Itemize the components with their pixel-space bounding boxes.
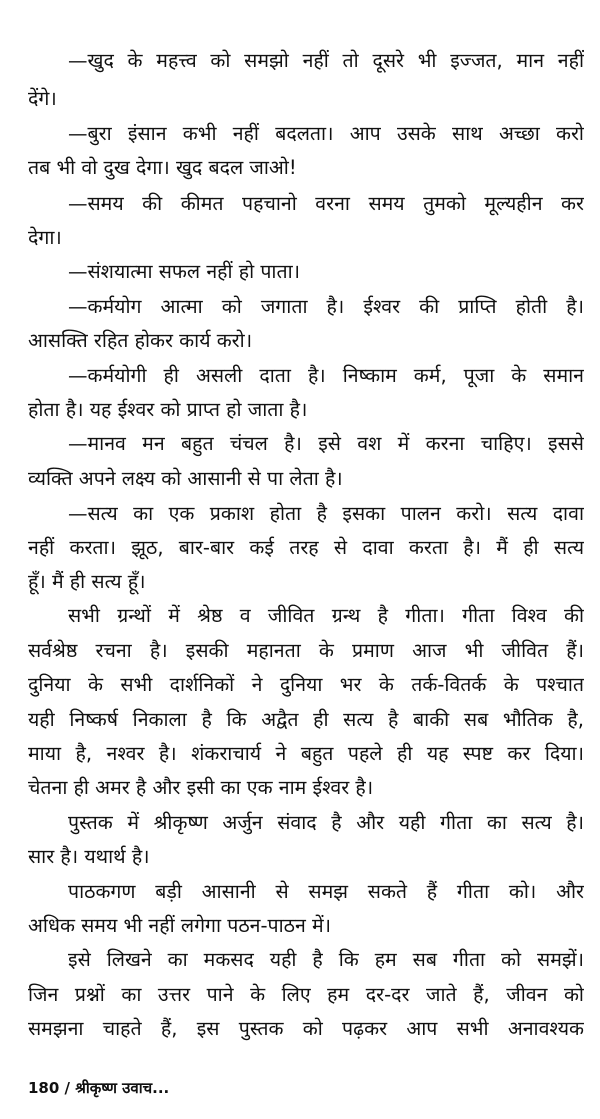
text-line: तब भी वो दुख देगा। खुद बदल जाओ! bbox=[28, 156, 297, 179]
text-line: —संशयात्मा सफल नहीं हो पाता। bbox=[68, 260, 301, 283]
text-line: सार है। यथार्थ है। bbox=[28, 845, 150, 868]
text-line: —मानव मन बहुत चंचल है। इसे वश में करना चाहिए। इससे bbox=[68, 432, 584, 455]
page-footer: 180 / श्रीकृष्ण उवाच... bbox=[28, 1079, 170, 1097]
text-line: होता है। यह ईश्वर को प्राप्त हो जाता है। bbox=[28, 398, 308, 421]
text-line: चेतना ही अमर है और इसी का एक नाम ईश्वर है। bbox=[28, 776, 374, 799]
text-line: —समय की कीमत पहचानो वरना समय तुमको मूल्यहीन कर bbox=[68, 192, 584, 215]
text-line: समझना चाहते हैं, इस पुस्तक को पढ़कर आप सभी अनावश्यक bbox=[28, 1017, 584, 1040]
text-line: जिन प्रश्नों का उत्तर पाने के लिए हम दर-दर जाते हैं, जीवन को bbox=[28, 983, 584, 1006]
text-line: व्यक्ति अपने लक्ष्य को आसानी से पा लेता है। bbox=[28, 467, 343, 490]
text-line: माया है, नश्वर है। शंकराचार्य ने बहुत पहले ही यह स्पष्ट कर दिया। bbox=[28, 742, 584, 765]
text-line: सभी ग्रन्थों में श्रेष्ठ व जीवित ग्रन्थ है गीता। गीता विश्व की bbox=[68, 604, 584, 627]
text-line: दुनिया के सभी दार्शनिकों ने दुनिया भर के तर्क-वितर्क के पश्चात bbox=[28, 673, 584, 696]
text-line: सर्वश्रेष्ठ रचना है। इसकी महानता के प्रमाण आज भी जीवित हैं। bbox=[28, 639, 584, 662]
text-line: अधिक समय भी नहीं लगेगा पठन-पाठन में। bbox=[28, 914, 332, 937]
text-line: —सत्य का एक प्रकाश होता है इसका पालन करो। सत्य दावा bbox=[68, 502, 584, 525]
text-line: पाठकगण बड़ी आसानी से समझ सकते हैं गीता को। और bbox=[68, 880, 584, 903]
text-line: देंगे। bbox=[28, 87, 57, 110]
text-line: —कर्मयोगी ही असली दाता है। निष्काम कर्म, पूजा के समान bbox=[68, 364, 584, 387]
text-line: यही निष्कर्ष निकाला है कि अद्वैत ही सत्य है बाकी सब भौतिक है, bbox=[28, 708, 584, 731]
text-line: —बुरा इंसान कभी नहीं बदलता। आप उसके साथ अच्छा करो bbox=[68, 122, 584, 145]
text-line: नहीं करता। झूठ, बार-बार कई तरह से दावा करता है। मैं ही सत्य bbox=[28, 536, 584, 559]
text-line: —कर्मयोग आत्मा को जगाता है। ईश्वर की प्राप्ति होती है। bbox=[68, 295, 584, 318]
text-line: इसे लिखने का मकसद यही है कि हम सब गीता को समझें। bbox=[68, 948, 584, 971]
text-line: आसक्ति रहित होकर कार्य करो। bbox=[28, 329, 253, 352]
text-line: —खुद के महत्त्व को समझो नहीं तो दूसरे भी इज्जत, मान नहीं bbox=[68, 49, 584, 72]
text-line: हूँ। मैं ही सत्य हूँ। bbox=[28, 570, 146, 593]
text-line: पुस्तक में श्रीकृष्ण अर्जुन संवाद है और यही गीता का सत्य है। bbox=[68, 811, 584, 834]
text-line: देगा। bbox=[28, 226, 62, 249]
